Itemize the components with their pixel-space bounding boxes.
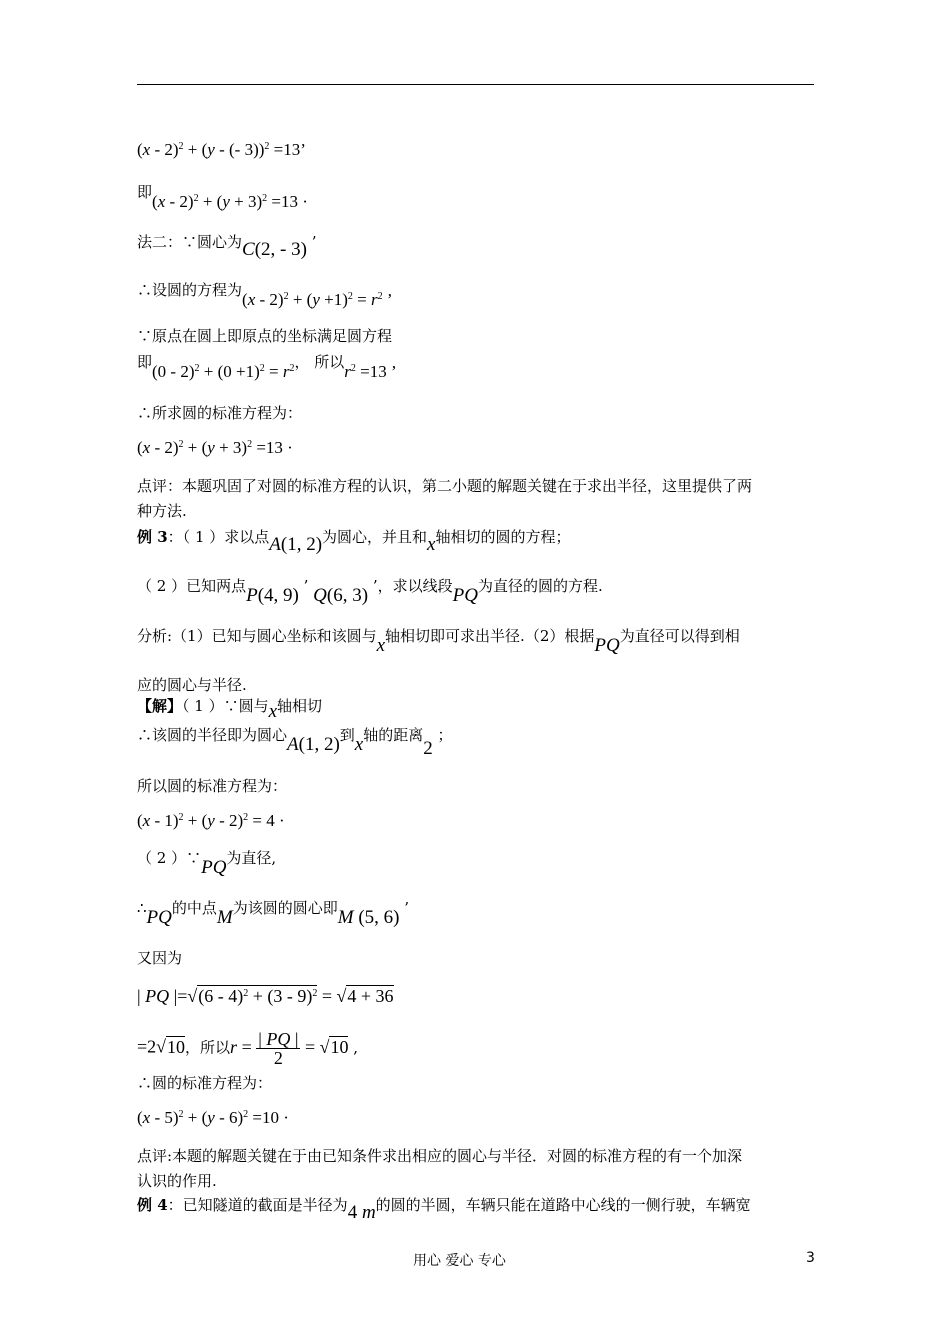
text-line: 又因为 [137,949,183,967]
example-3-line: 例 3：（ 1 ）求以点A(1, 2)为圆心，并且和x轴相切的圆的方程； [137,528,571,555]
equation: (x - 1)$^2$ + (y - 2)$^2$ = 4 · [137,811,285,830]
text-line: ∵原点在圆上即原点的坐标满足圆方程 [137,327,393,345]
text-line: 所以圆的标准方程为： [137,777,288,795]
header-rule [137,84,814,85]
text-line: 分析:（1）已知与圆心坐标和该圆与x轴相切即可求出半径.（2）根据PQ为直径可以得到相 [137,627,740,656]
text-line: ∴所求圆的标准方程为： [137,404,303,422]
text-line: （ 2 ）∵PQ为直径, [137,849,277,878]
text-line: ∴圆的标准方程为： [137,1074,273,1092]
text-line: 即$(x - 2)^2 + (y + 3)^2 =13$ · [137,183,308,211]
text-line: （ 2 ）已知两点P(4, 9) ’ Q(6, 3) ’，求以线段PQ为直径的圆的方程. [137,577,603,606]
equation: (x - 5)$^2$ + (y - 6)$^2$ =10 · [137,1108,289,1127]
text-line: 点评：本题巩固了对圆的标准方程的认识，第二小题的解题关键在于求出半径，这里提供了两 [137,477,753,495]
text-line: ∴PQ的中点M为该圆的圆心即M (5, 6) ’ [137,899,410,928]
page-number: 3 [806,1250,815,1266]
equation: $(x - 2)^2 + (y + 3)^2 =13$ · [137,438,293,457]
equation: (x - 2)$^2$ + (y - (- 3))$^2$ =13’ [137,140,306,159]
text-line: 点评:本题的解题关键在于由已知条件求出相应的圆心与半径．对圆的标准方程的有一个加深 [137,1147,743,1165]
equation: | PQ |=√(6 - 4)$^2$ + (3 - 9)$^2$ = √4 + 36 [137,986,394,1006]
text-line: 种方法. [137,502,187,520]
page-footer: 用心 爱心 专心 [413,1253,506,1269]
text-line: 即$(0 - 2)^2 + (0 +1)^2 = r^2$， 所以$r^2 =13$ ’ [137,353,397,381]
solution-line: 【解】（ 1 ）∵圆与x轴相切 [137,697,323,722]
text-line: 法二：∵圆心为C(2, - 3) ’ [137,233,317,260]
example-4-line: 例 4：已知隧道的截面是半径为4 m的圆的半圆，车辆只能在道路中心线的一侧行驶，车辆宽 [137,1196,751,1223]
text-line: =2√10，所以r = $\frac{| PQ |}{2}$ = √10 , [137,1029,359,1068]
text-line: ∴该圆的半径即为圆心A(1, 2)到x轴的距离2 ； [137,726,453,759]
text-line: 应的圆心与半径. [137,676,247,694]
text-line: ∴设圆的方程为$(x - 2)^2 + (y +1)^2 = r^2$ ’ [137,281,393,309]
text-line: 认识的作用. [137,1172,217,1190]
